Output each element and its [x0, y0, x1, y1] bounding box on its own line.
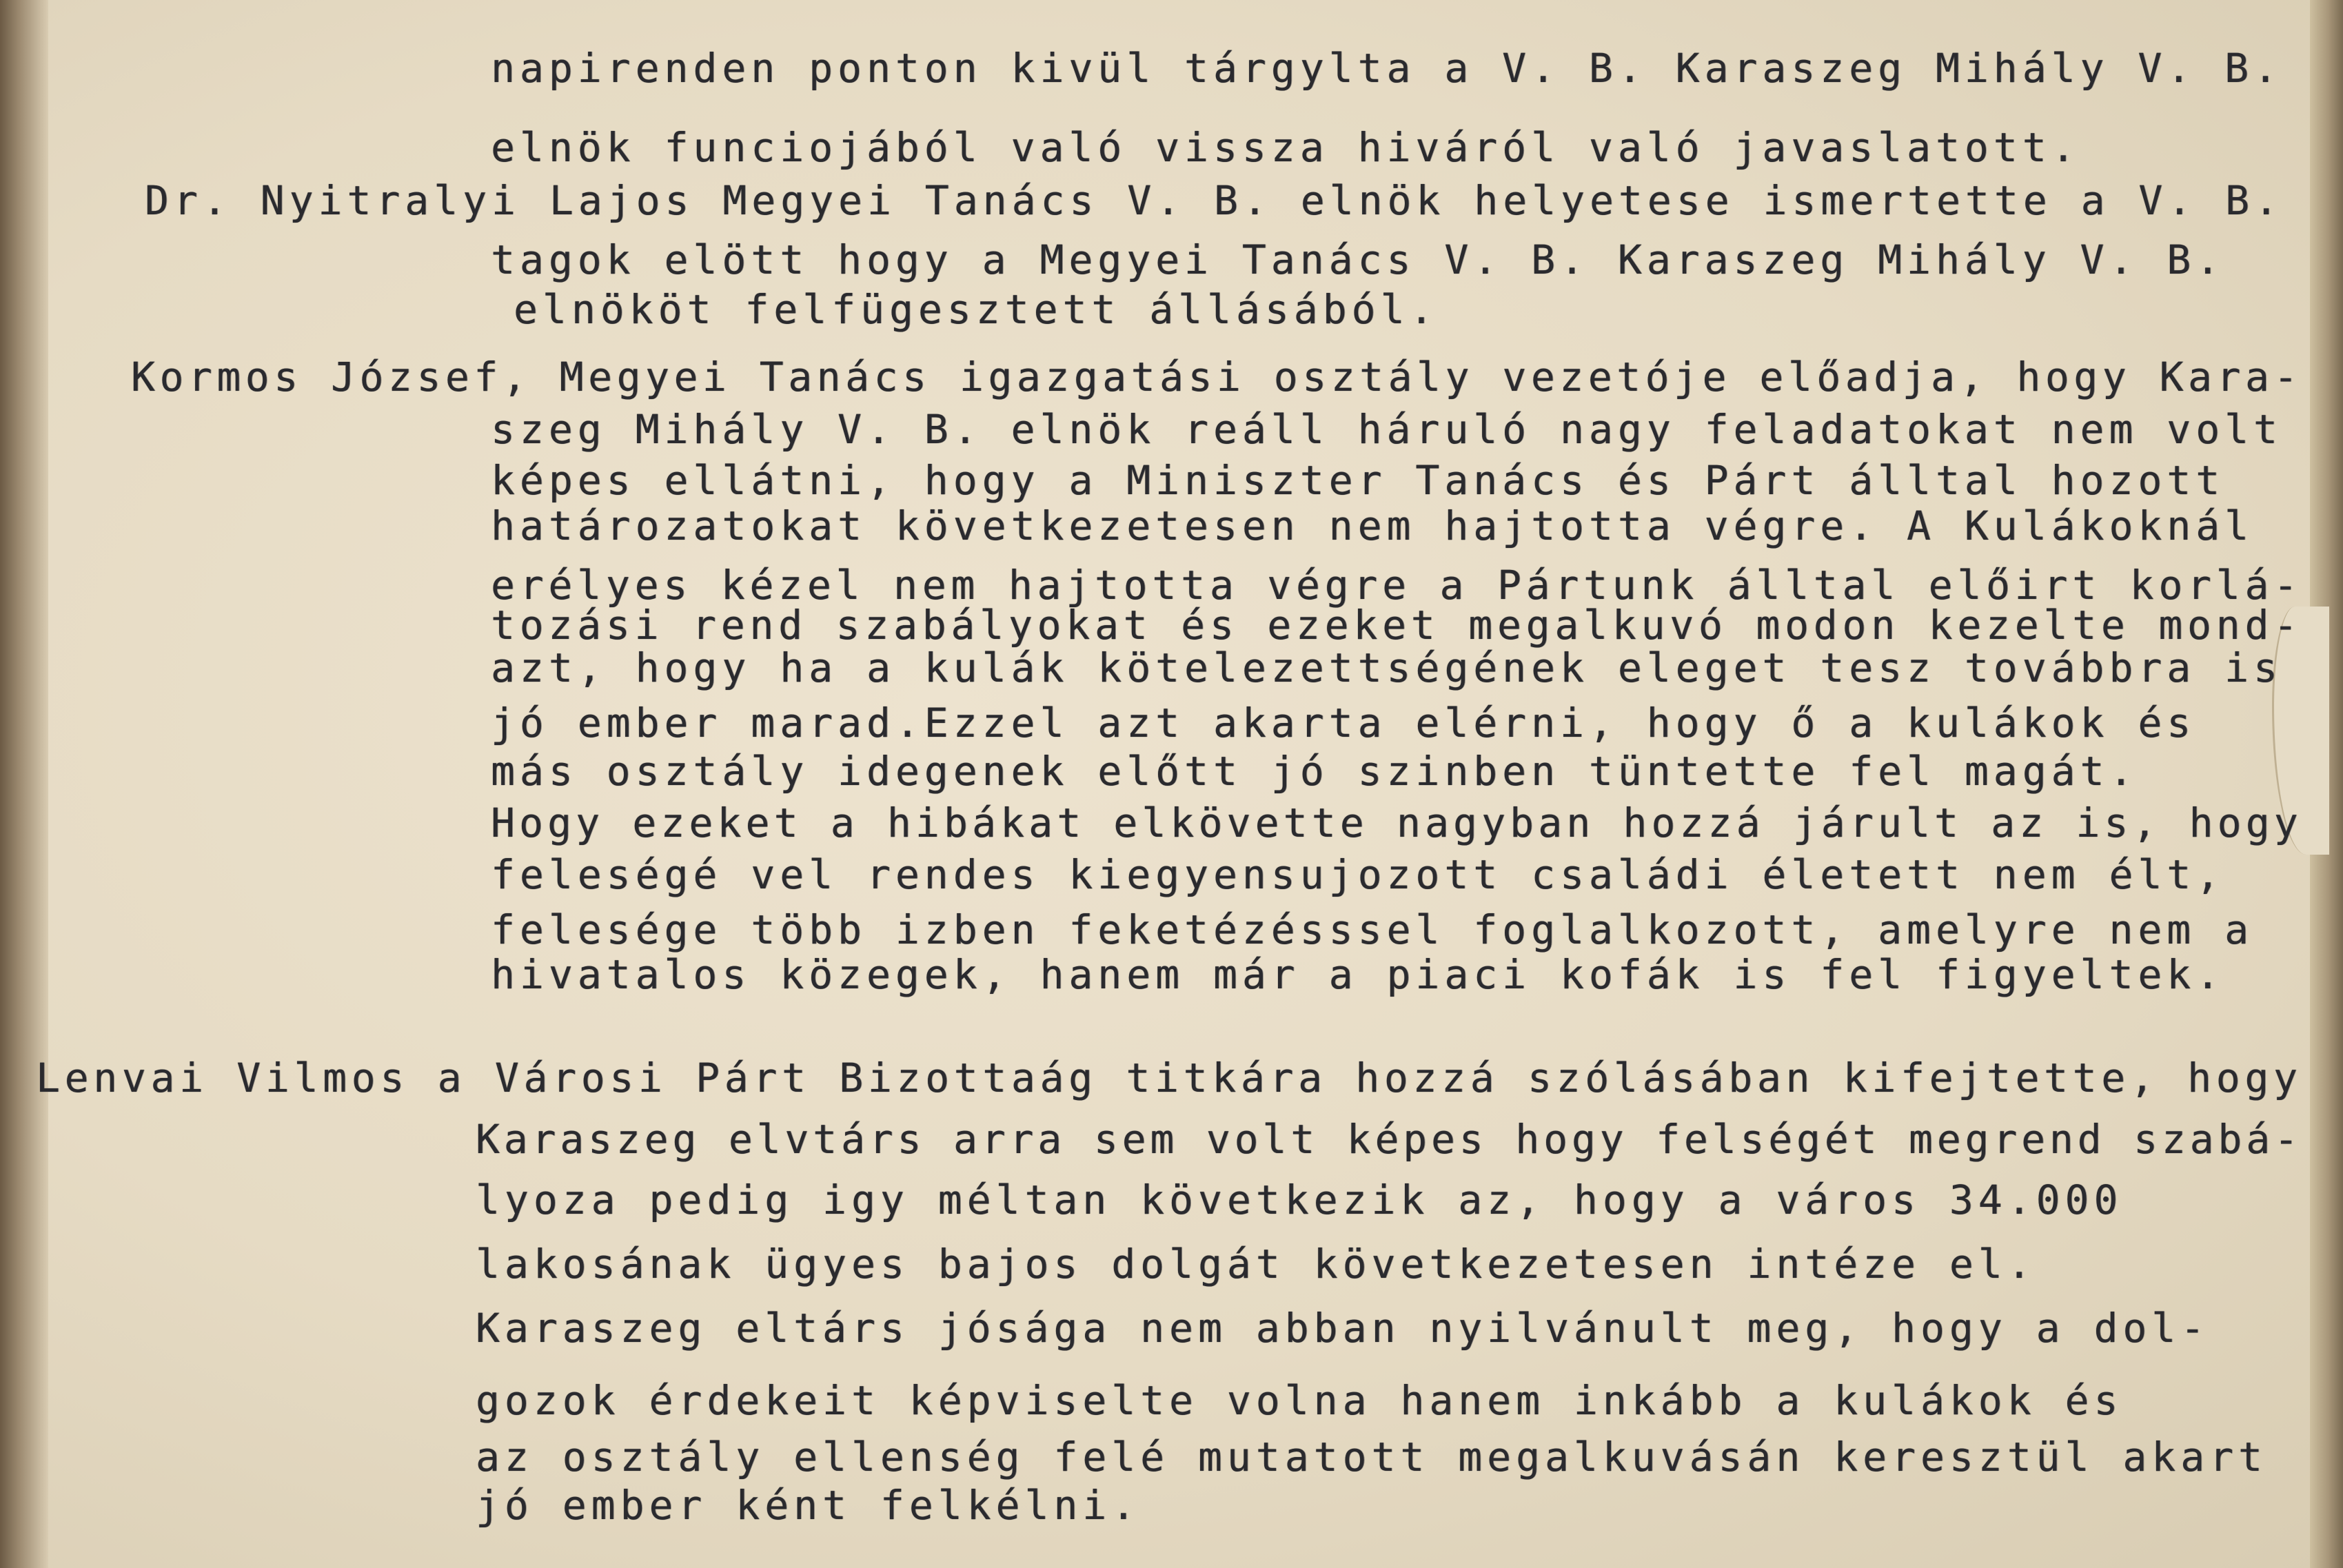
- text-line: Lenvai Vilmos a Városi Párt Bizottaág titkára hozzá szólásában kifejtette, hogy: [36, 1055, 2302, 1101]
- text-line: az osztály ellenség felé mutatott megalkuvásán keresztül akart: [476, 1434, 2267, 1480]
- text-line: elnököt felfügesztett állásából.: [514, 286, 1439, 333]
- text-line: tagok elött hogy a Megyei Tanács V. B. Karaszeg Mihály V. B.: [491, 236, 2225, 283]
- text-line: feleségé vel rendes kiegyensujozott családi életett nem élt,: [491, 851, 2225, 898]
- text-line: lakosának ügyes bajos dolgát következetesen intéze el.: [476, 1241, 2036, 1287]
- text-line: hivatalos közegek, hanem már a piaci kofák is fel figyeltek.: [491, 951, 2225, 998]
- page-binding-edge: [0, 0, 48, 1568]
- text-line: tozási rend szabályokat és ezeket megalkuvó modon kezelte mond-: [491, 602, 2302, 649]
- text-line: napirenden ponton kivül tárgylta a V. B. Karaszeg Mihály V. B.: [491, 45, 2282, 92]
- text-line: Karaszeg eltárs jósága nem abban nyilvánult meg, hogy a dol-: [476, 1305, 2210, 1352]
- text-line: jó ember ként felkélni.: [476, 1482, 1141, 1529]
- text-line: azt, hogy ha a kulák kötelezettségének eleget tesz továbbra is: [491, 644, 2282, 691]
- text-line: határozatokat következetesen nem hajtotta végre. A Kulákoknál: [491, 502, 2254, 549]
- text-line: Karaszeg elvtárs arra sem volt képes hogy felségét megrend szabá-: [476, 1116, 2302, 1163]
- text-line: lyoza pedig igy méltan következik az, hogy a város 34.000: [476, 1177, 2123, 1223]
- text-line: elnök funciojából való vissza hiváról való javaslatott.: [491, 124, 2080, 171]
- text-line: Dr. Nyitralyi Lajos Megyei Tanács V. B. elnök helyetese ismertette a V. B.: [145, 177, 2284, 224]
- text-line: felesége több izben feketézésssel foglalkozott, amelyre nem a: [491, 906, 2254, 953]
- text-line: jó ember marad.Ezzel azt akarta elérni, hogy ő a kulákok és: [491, 700, 2196, 746]
- text-line: Kormos József, Megyei Tanács igazgatási osztály vezetóje előadja, hogy Kara-: [131, 354, 2302, 400]
- text-line: gozok érdekeit képviselte volna hanem inkább a kulákok és: [476, 1377, 2123, 1424]
- text-line: képes ellátni, hogy a Miniszter Tanács és Párt álltal hozott: [491, 457, 2225, 504]
- text-line: erélyes kézel nem hajtotta végre a Pártunk álltal előirt korlá-: [491, 562, 2302, 609]
- text-line: más osztály idegenek előtt jó szinben tüntette fel magát.: [491, 748, 2138, 795]
- text-line: Hogy ezeket a hibákat elkövette nagyban hozzá járult az is, hogy: [491, 800, 2302, 846]
- text-line: szeg Mihály V. B. elnök reáll háruló nagy feladatokat nem volt: [491, 406, 2282, 453]
